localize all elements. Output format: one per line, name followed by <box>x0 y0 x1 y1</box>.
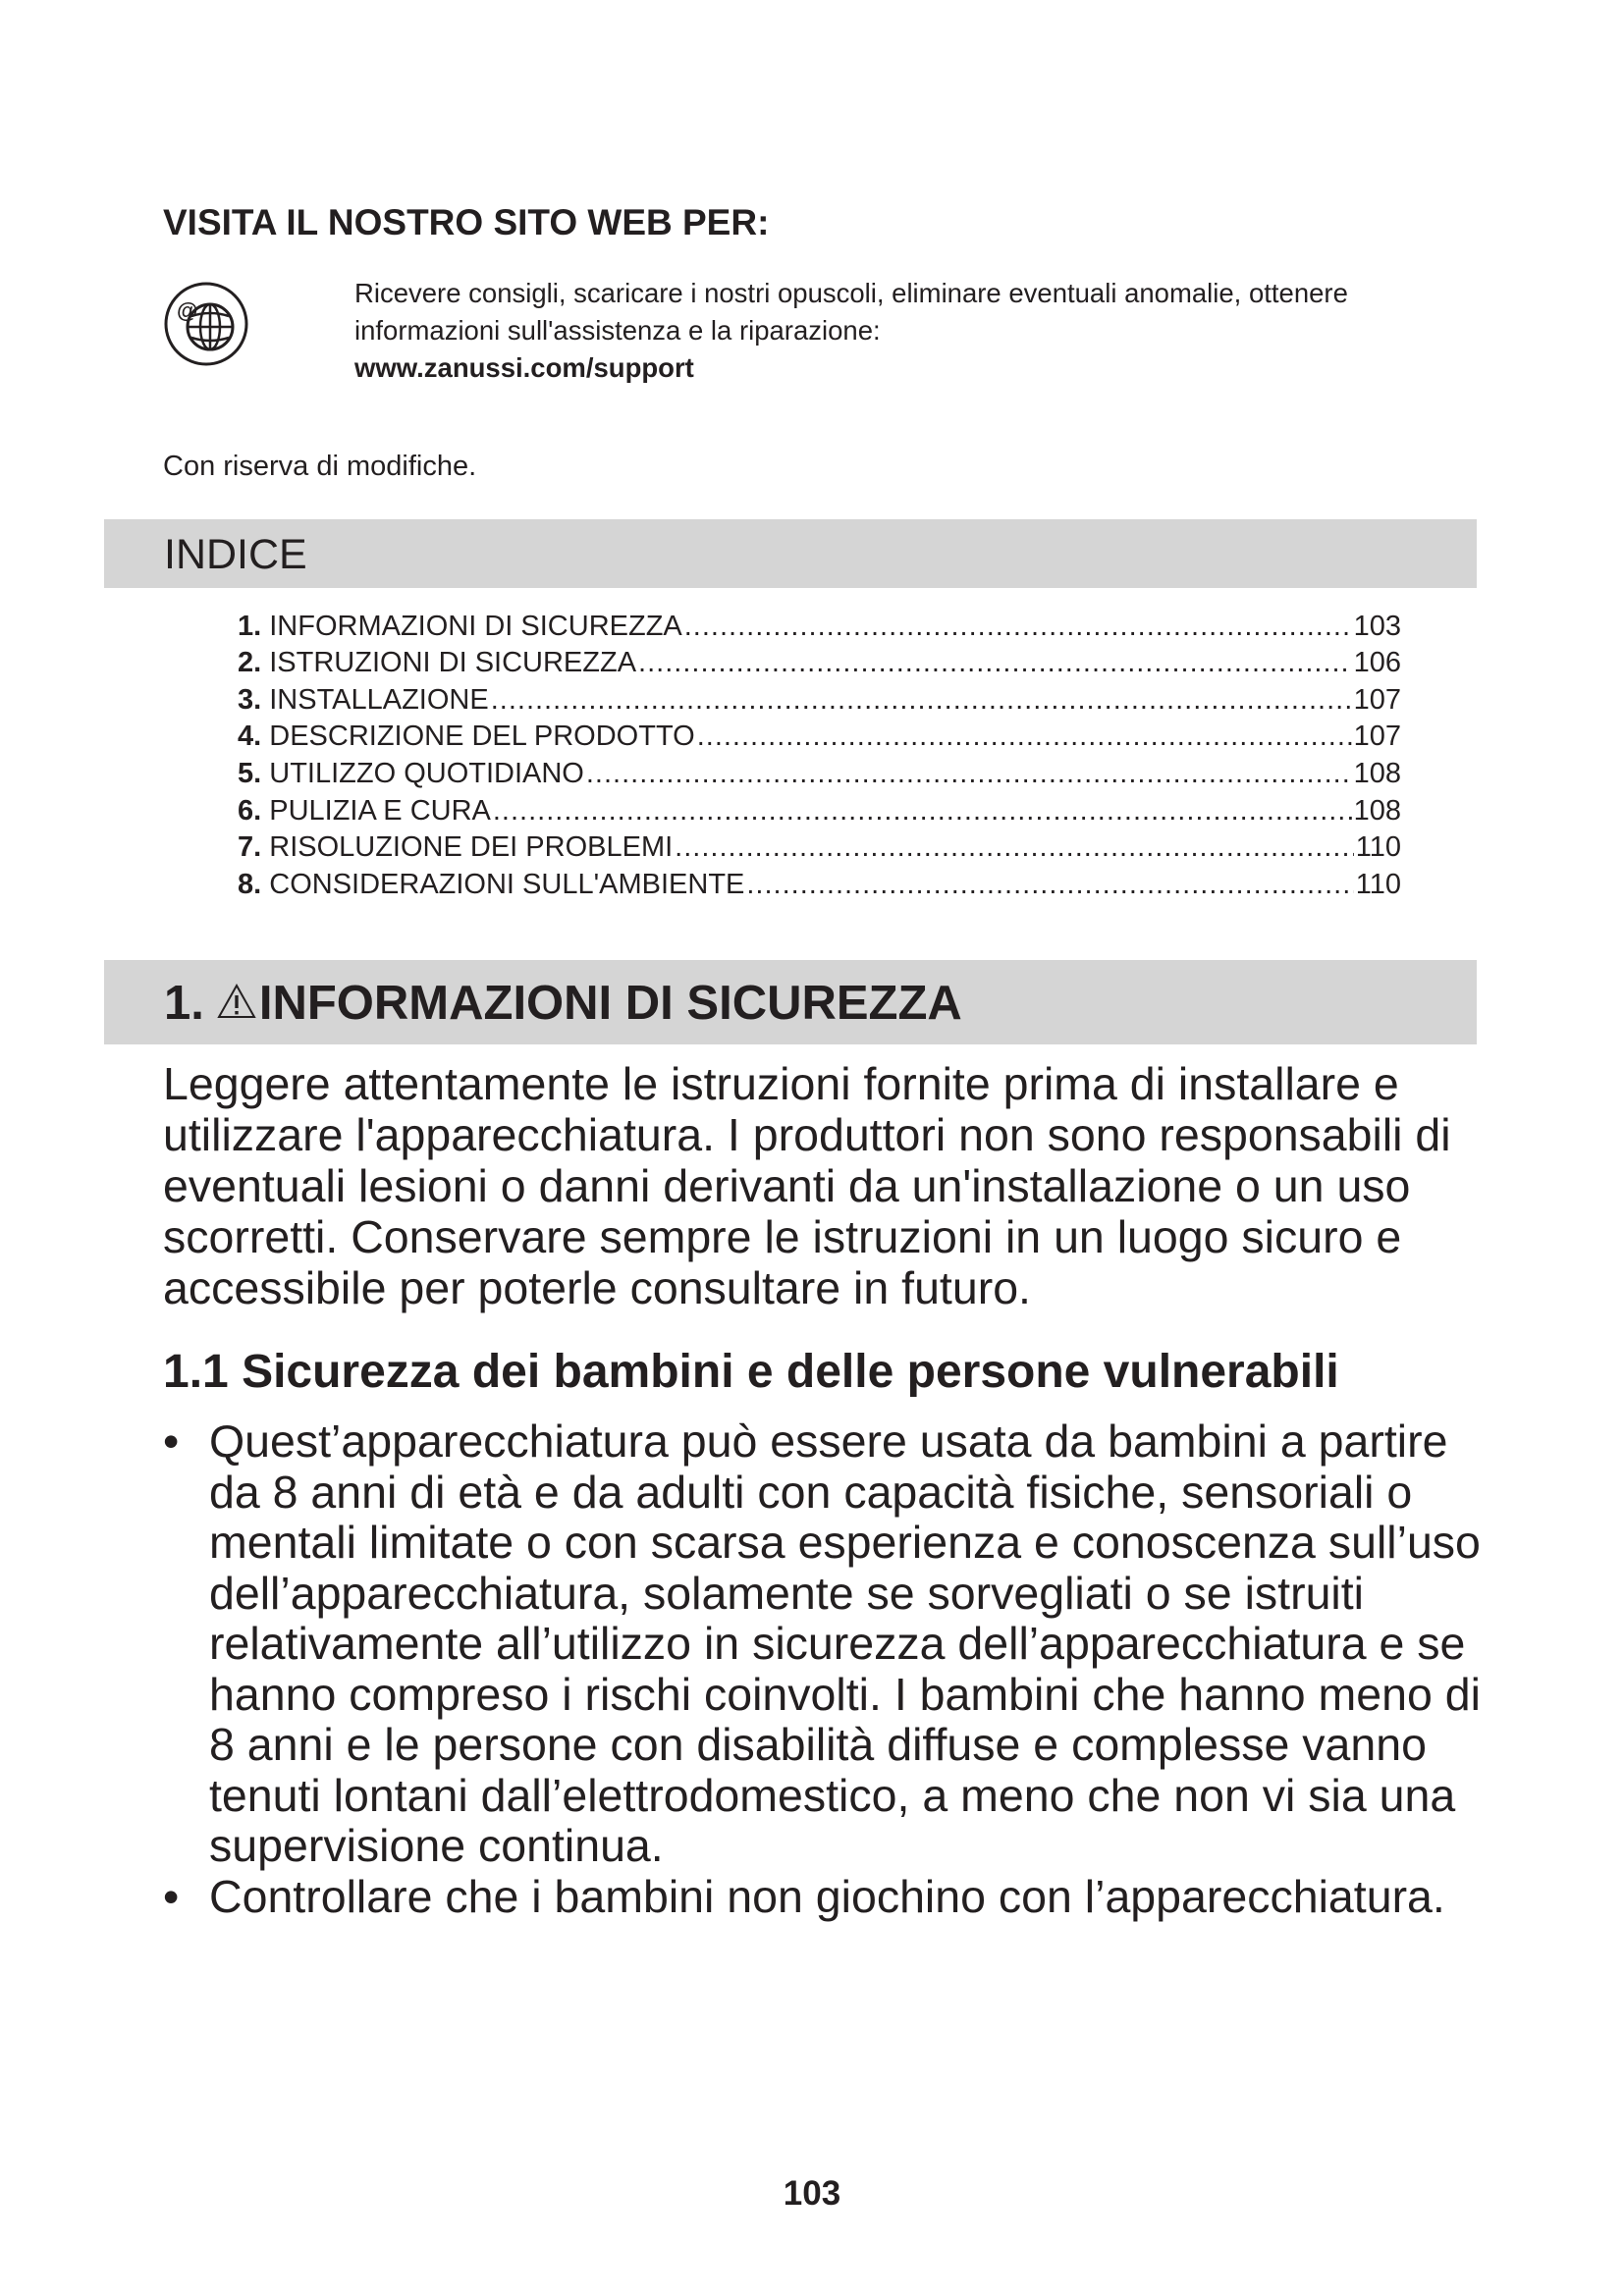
page-number: 103 <box>783 2174 841 2213</box>
warning-icon <box>216 982 257 1021</box>
notice-text: Con riserva di modifiche. <box>163 451 477 482</box>
subsection-heading: 1.1 Sicurezza dei bambini e delle persone vulnerabili <box>163 1346 1339 1398</box>
toc-entry[interactable] <box>238 643 1401 680</box>
svg-text:@: @ <box>177 298 198 323</box>
toc-leader-dots <box>493 795 1352 828</box>
toc-entry-page: 110 <box>1355 868 1401 900</box>
support-url-link[interactable]: www.zanussi.com/support <box>354 352 694 383</box>
toc-entry-number: 5. <box>238 757 262 789</box>
toc-entry-page: 103 <box>1353 610 1401 642</box>
toc-leader-dots <box>746 869 1353 901</box>
toc-leader-dots <box>586 758 1352 790</box>
toc-entry-number: 6. <box>238 794 262 827</box>
toc-entry-number: 7. <box>238 831 262 864</box>
section-header-band <box>104 960 1477 1044</box>
list-item: • Quest’apparecchiatura può essere usata da bambini a partire da 8 anni di età e da adulti con capacità fisiche, sensoriali o mentali limitate o con scarsa esperienza e conoscenza sull’uso dell’apparecchiatura, solamente se sorvegliati o se istruiti relativamente all’utilizzo in sicurezza dell’apparecchiatura e se hanno compreso i rischi coinvolti. I bambini che hanno meno di 8 anni e le persone con disabilità diffuse e complesse vanno tenuti lontani dall’elettrodomestico, a meno che non vi sia una supervisione continua. <box>163 1416 1498 1872</box>
toc-entry-title: INFORMAZIONI DI SICUREZZA <box>269 610 682 642</box>
toc-entry-number: 8. <box>238 868 262 900</box>
website-text: Ricevere consigli, scaricare i nostri opuscoli, eliminare eventuali anomalie, ottenere informazioni sull'assistenza e la riparazione: <box>354 278 1348 346</box>
list-item: • Controllare che i bambini non giochino con l’apparecchiatura. <box>163 1872 1498 1923</box>
section-heading <box>164 976 962 1031</box>
toc-entry[interactable] <box>238 717 1401 754</box>
toc-entry[interactable] <box>238 828 1401 865</box>
toc-entry-title: INSTALLAZIONE <box>269 683 489 716</box>
toc-entry-page: 106 <box>1353 647 1401 679</box>
toc-entry-page: 108 <box>1353 757 1401 789</box>
toc-entry-title: UTILIZZO QUOTIDIANO <box>269 757 584 789</box>
toc-leader-dots <box>697 721 1352 753</box>
toc-entry-number: 2. <box>238 647 262 679</box>
toc-entry-page: 107 <box>1353 683 1401 716</box>
index-heading: INDICE <box>164 531 307 578</box>
toc-entry[interactable] <box>238 864 1401 901</box>
toc-entry[interactable] <box>238 606 1401 643</box>
website-heading: VISITA IL NOSTRO SITO WEB PER: <box>163 202 770 242</box>
section-title: INFORMAZIONI DI SICUREZZA <box>258 977 962 1030</box>
section-number: 1. <box>164 977 204 1030</box>
safety-bullet-list <box>163 1416 1498 1922</box>
table-of-contents <box>238 606 1401 901</box>
website-text-block <box>354 275 1484 387</box>
toc-leader-dots <box>638 647 1352 679</box>
toc-entry-page: 110 <box>1355 831 1401 864</box>
toc-entry[interactable] <box>238 679 1401 717</box>
toc-entry-number: 1. <box>238 610 262 642</box>
section-intro-paragraph: Leggere attentamente le istruzioni fornite prima di installare e utilizzare l'apparecchiatura. I produttori non sono responsabili di eventuali lesioni o danni derivanti da un'installazione o un uso scorretti. Conservare sempre le istruzioni in un luogo sicuro e accessibile per poterle consultare in futuro. <box>163 1058 1451 1313</box>
toc-entry-number: 4. <box>238 721 262 753</box>
toc-entry-title: CONSIDERAZIONI SULL'AMBIENTE <box>269 868 745 900</box>
toc-entry-title: PULIZIA E CURA <box>269 794 491 827</box>
index-header-band <box>104 519 1477 588</box>
toc-entry-page: 108 <box>1353 794 1401 827</box>
globe-icon <box>163 281 249 367</box>
toc-entry[interactable] <box>238 753 1401 790</box>
toc-entry-title: RISOLUZIONE DEI PROBLEMI <box>269 831 674 864</box>
toc-entry-number: 3. <box>238 683 262 716</box>
toc-entry-title: ISTRUZIONI DI SICUREZZA <box>269 647 637 679</box>
toc-entry-title: DESCRIZIONE DEL PRODOTTO <box>269 721 695 753</box>
toc-entry-page: 107 <box>1353 721 1401 753</box>
toc-entry[interactable] <box>238 790 1401 828</box>
toc-leader-dots <box>491 684 1352 717</box>
toc-leader-dots <box>684 611 1352 643</box>
toc-leader-dots <box>675 831 1354 864</box>
